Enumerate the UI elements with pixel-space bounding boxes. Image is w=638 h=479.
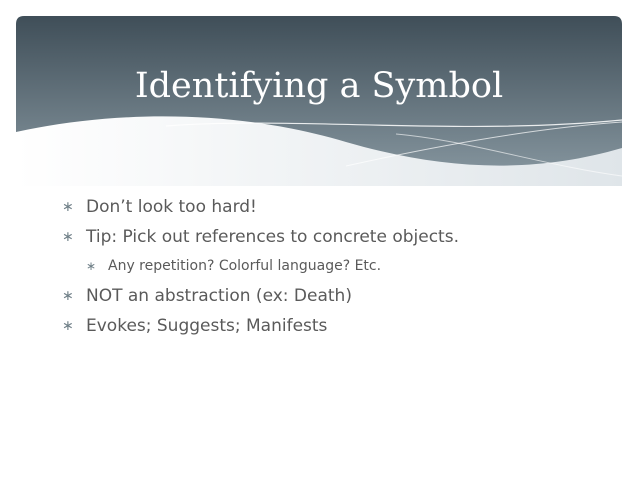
bullet-text: Evokes; Suggests; Manifests	[86, 316, 328, 336]
bullet-item	[62, 311, 602, 341]
bullet-item	[62, 222, 602, 252]
bullet-text: Don’t look too hard!	[86, 197, 257, 217]
sub-bullet-item	[62, 252, 602, 281]
bullet-item	[62, 281, 602, 311]
bullet-item	[62, 192, 602, 222]
bullet-marker-icon: ∗	[62, 318, 74, 334]
bullet-marker-icon: ∗	[86, 259, 97, 273]
bullet-text: NOT an abstraction (ex: Death)	[86, 286, 352, 306]
bullet-list	[62, 192, 602, 341]
bullet-text: Any repetition? Colorful language? Etc.	[108, 258, 382, 274]
bullet-marker-icon: ∗	[62, 199, 74, 215]
title-banner	[16, 16, 622, 186]
bullet-marker-icon: ∗	[62, 229, 74, 245]
bullet-marker-icon: ∗	[62, 288, 74, 304]
slide-title: Identifying a Symbol	[134, 66, 504, 106]
bullet-text: Tip: Pick out references to concrete objects.	[86, 227, 459, 247]
